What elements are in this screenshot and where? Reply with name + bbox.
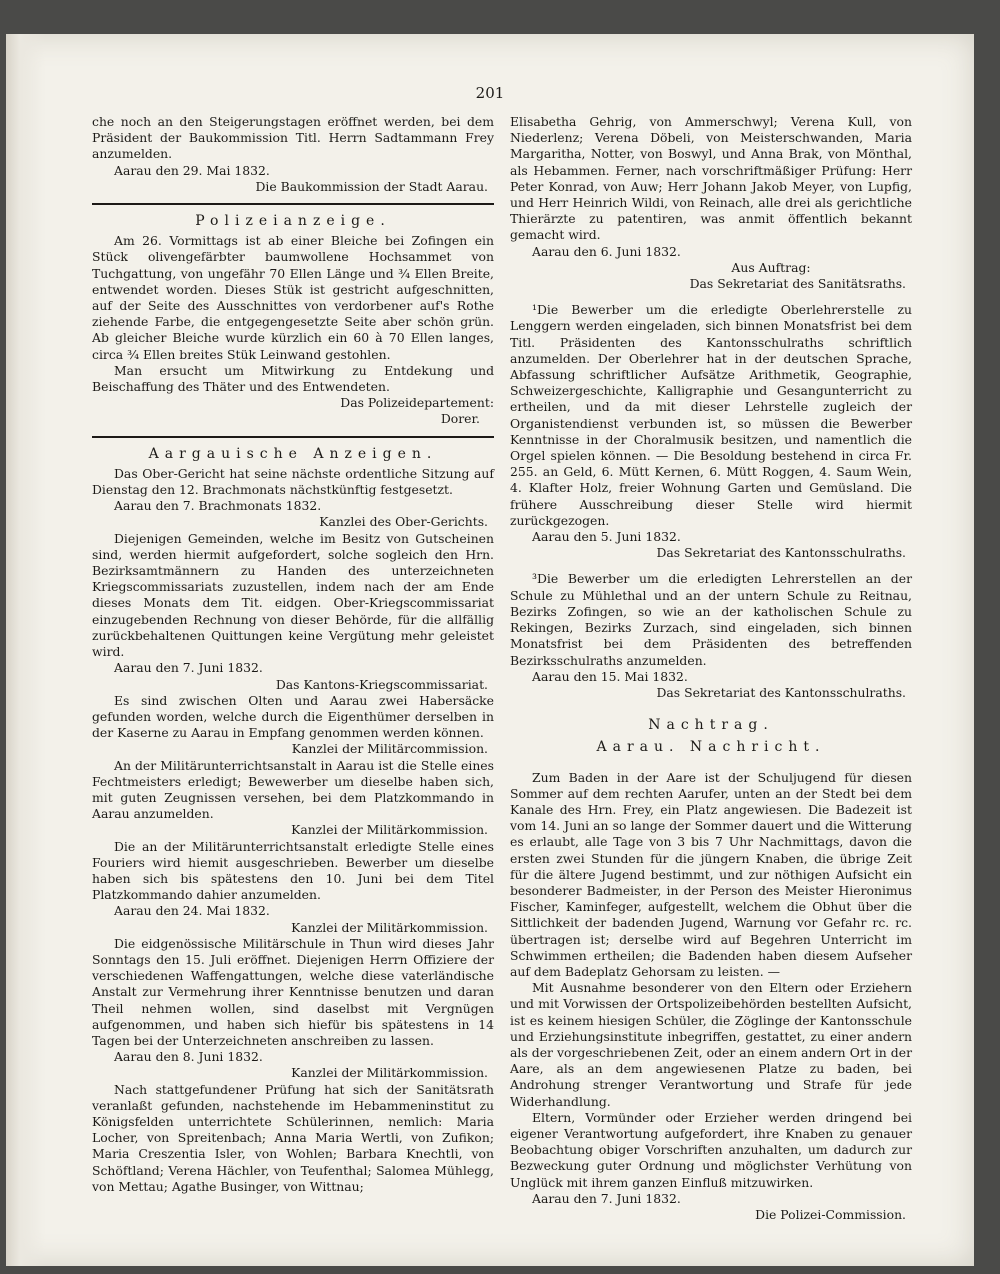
page-number: 201 — [475, 84, 505, 102]
paragraph: Die eidgenössische Militärschule in Thun wird dieses Jahr Sonntags den 15. Juli eröffnet. Diejenigen Herrn Offiziere der verschiedenen Waffengattungen, welche diese vaterländische Anstalt zur Vermehrung ihrer Kenntnisse benutzen und daran Theil nehmen wollen, sind daselbst mit Vergnügen aufgenommen, und haben sich hiefür bis spätestens in 14 Tagen bei der Unterzeichneten anschreiben zu lassen. — [92, 935, 494, 1048]
paragraph: Am 26. Vormittags ist ab einer Bleiche bei Zofingen ein Stück olivengefärbter baumwollene Hochsammet von Tuchgattung, von ungefähr 70 Ellen Länge und ¾ Ellen Breite, entwendet worden. Dieses Stük ist gestricht aufgeschnitten, auf der Seite des Ausschnittes von verdorbener auf's Rothe ziehende Farbe, die entgegengesetzte Seite aber schön grün. Ab gleicher Bleiche wurde kürzlich ein 60 à 70 Ellen langes, circa ¾ Ellen breites Stük Leinwand gestohlen. — [92, 233, 494, 362]
signature: Aus Auftrag: — [731, 259, 811, 275]
signature: Das Sekretariat des Kantonsschulraths. — [656, 545, 906, 561]
newspaper-page — [6, 34, 974, 1266]
date-line: Aarau den 8. Juni 1832. — [114, 1049, 263, 1065]
date-line: Aarau den 15. Mai 1832. — [532, 668, 688, 684]
paragraph: Nach stattgefundener Prüfung hat sich der Sanitätsrath veranlaßt gefunden, nachstehende im Hebammeninstitut zu Königsfelden unterrichtete Schülerinnen, nemlich: Maria Locher, von Spreitenbach; Anna Maria Wertli, von Zufikon; Maria Creszentia Isler, von Wohlen; Barbara Knechtli, von Schöftland; Verena Hächler, von Teufenthal; Salomea Mühlegg, von Mettau; Agathe Businger, von Wittnau; — [92, 1081, 494, 1194]
paragraph: ³Die Bewerber um die erledigten Lehrerstellen an der Schule zu Mühlethal und an der untern Schule zu Reitnau, Bezirks Zofingen, so wie an der katholischen Schule zu Rekingen, Bezirks Zurzach, sind eingeladen, sich binnen Monatsfrist bei dem Präsidenten des betreffenden Bezirksschulraths anzumelden. — [510, 571, 912, 668]
signature: Das Sekretariat des Sanitätsraths. — [689, 276, 906, 292]
signature: Kanzlei der Militärkommission. — [291, 1065, 488, 1081]
paragraph: Diejenigen Gemeinden, welche im Besitz von Gutscheinen sind, werden hiermit aufgefordert, solche sogleich den Hrn. Bezirksamtmännern zu Handen des unterzeichneten Kriegscommissariats zuzustellen, indem nach der am Ende dieses Monats dem Tit. eidgen. Ober-Kriegscommissariat einzugebenden Rechnung von dieser Behörde, für die allfällig zurückbehaltenen Quittungen keine Vergütung mehr geleistet wird. — [92, 530, 494, 660]
signature: Kanzlei der Militärkommission. — [291, 822, 488, 838]
date-line: Aarau den 24. Mai 1832. — [114, 903, 270, 919]
date-line: Aarau den 29. Mai 1832. — [114, 162, 270, 178]
date-line: Aarau den 7. Brachmonats 1832. — [114, 498, 322, 514]
date-line: Aarau den 7. Juni 1832. — [532, 1190, 681, 1206]
paragraph: Mit Ausnahme besonderer von den Eltern oder Erziehern und mit Vorwissen der Ortspolizeibehörden bestellten Aufsicht, ist es keinem hiesigen Schüler, die Zöglinge der Kantonsschule und Erziehungsinstitute inbegriffen, gestattet, zu einer andern als der vorgeschriebenen Zeit, oder an einem andern Ort in der Aare, als an dem angewiesenen Platze zu baden, bei Androhung strenger Verantwortung und Strafe für jede Widerhandlung. — [510, 980, 912, 1109]
paragraph: Es sind zwischen Olten und Aarau zwei Habersäcke gefunden worden, welche durch die Eigenthümer derselben in der Kaserne zu Aarau in Empfang genommen werden können. — [92, 692, 494, 741]
section-heading: Aarau. Nachricht. — [596, 739, 826, 756]
signature: Die Baukommission der Stadt Aarau. — [255, 178, 488, 194]
paragraph: Die an der Militärunterrichtsanstalt erledigte Stelle eines Fouriers wird hiemit ausgeschrieben. Bewerber um dieselbe haben sich bis spätestens den 10. Juni bei dem Titel Platzkommando dahier anzumelden. — [92, 838, 494, 903]
paragraph: An der Militärunterrichtsanstalt in Aarau ist die Stelle eines Fechtmeisters erledigt; Bewewerber um dieselbe haben sich, mit guten Zeugnissen versehen, bei dem Platzkommando in Aarau anzumelden. — [92, 757, 494, 822]
left-column — [92, 114, 494, 1195]
signature: Kanzlei des Ober-Gerichts. — [319, 514, 488, 530]
signature: Kanzlei der Militärcommission. — [291, 741, 488, 757]
paragraph: Elisabetha Gehrig, von Ammerschwyl; Verena Kull, von Niederlenz; Verena Döbeli, von Meisterschwanden, Maria Margaritha, Notter, von Boswyl, und Anna Brak, von Mönthal, als Hebammen. Ferner, nach vorschriftmäßiger Prüfung: Herr Peter Konrad, von Auw; Herr Johann Jakob Meyer, von Lupfig, und Herr Heinrich Wildi, von Reinach, alle drei als gerichtliche Thierärzte zu patentiren, was anmit öffentlich bekannt gemacht wird. — [510, 114, 912, 243]
signature: Das Kantons-Kriegscommissariat. — [275, 676, 488, 692]
paragraph: Man ersucht um Mitwirkung zu Entdekung und Beischaffung des Thäter und des Entwendeten. — [92, 362, 494, 395]
section-heading: Aargauische Anzeigen. — [148, 445, 438, 462]
signature: Kanzlei der Militärkommission. — [291, 919, 488, 935]
date-line: Aarau den 6. Juni 1832. — [532, 243, 681, 259]
paragraph: Eltern, Vormünder oder Erzieher werden dringend bei eigener Verantwortung aufgefordert, ihre Knaben zu genauer Beobachtung obiger Vorschriften anzuhalten, um dadurch zur Bezweckung guter Ordnung und möglichster Verhütung von Unglück mit ihrem ganzen Einfluß mitzuwirken. — [510, 1109, 912, 1190]
section-divider — [92, 436, 494, 438]
paragraph: che noch an den Steigerungstagen eröffnet werden, bei dem Präsident der Baukommission Titl. Herrn Sadtammann Frey anzumelden. — [92, 114, 494, 162]
paragraph: ¹Die Bewerber um die erledigte Oberlehrerstelle zu Lenggern werden eingeladen, sich binnen Monatsfrist bei dem Titl. Präsidenten des Kantonsschulraths schriftlich anzumelden. Der Oberlehrer hat in der deutschen Sprache, Abfassung schriftlicher Aufsätze Arithmetik, Geographie, Schweizergeschichte, Kalligraphie und Gesangunterricht zu ertheilen, und da mit dieser Lehrstelle zugleich der Organistendienst verbunden ist, so müssen die Bewerber Kenntnisse in der Choralmusik besitzen, und namentlich die Orgel spielen können. — Die Besoldung bestehend in circa Fr. 255. an Geld, 6. Mütt Kernen, 6. Mütt Roggen, 4. Saum Wein, 4. Klafter Holz, freier Wohnung Garten und Gemüsland. Die frühere Ausschreibung dieser Stelle wird hiermit zurückgezogen. — [510, 302, 912, 528]
signature: Das Polizeidepartement: — [340, 395, 494, 411]
date-line: Aarau den 7. Juni 1832. — [114, 660, 263, 676]
date-line: Aarau den 5. Juni 1832. — [532, 529, 681, 545]
book-spine-shadow — [6, 34, 46, 1266]
section-heading: Polizeianzeige. — [195, 213, 391, 230]
signature: Das Sekretariat des Kantonsschulraths. — [656, 684, 906, 700]
section-heading: Nachtrag. — [648, 717, 774, 734]
paragraph: Zum Baden in der Aare ist der Schuljugend für diesen Sommer auf dem rechten Aarufer, unten an der Stedt bei dem Kanale des Hrn. Frey, ein Platz angewiesen. Die Badezeit ist vom 14. Juni an so lange der Sommer dauert und die Witterung es erlaubt, alle Tage von 3 bis 7 Uhr Nachmittags, davon die ersten zwei Stunden für die jüngern Knaben, die übrige Zeit für die ältere Jugend bestimmt, und zur nöthigen Aufsicht ein besonderer Badmeister, in der Person des Meister Hieronimus Fischer, Kaminfeger, aufgestellt, welchem die Obhut über die Sittlichkeit der badenden Jugend, Warnung vor Gefahr rc. rc. übertragen ist; derselbe wird auf Begehren Unterricht im Schwimmen ertheilen; die Badenden haben diesem Aufseher auf dem Badeplatz Gehorsam zu leisten. — — [510, 769, 912, 979]
right-column — [510, 114, 912, 1223]
signature: Die Polizei-Commission. — [755, 1207, 906, 1222]
paragraph: Das Ober-Gericht hat seine nächste ordentliche Sitzung auf Dienstag den 12. Brachmonats nächstkünftig festgesetzt. — [92, 465, 494, 498]
section-divider — [92, 203, 494, 205]
signature: Dorer. — [440, 411, 480, 427]
